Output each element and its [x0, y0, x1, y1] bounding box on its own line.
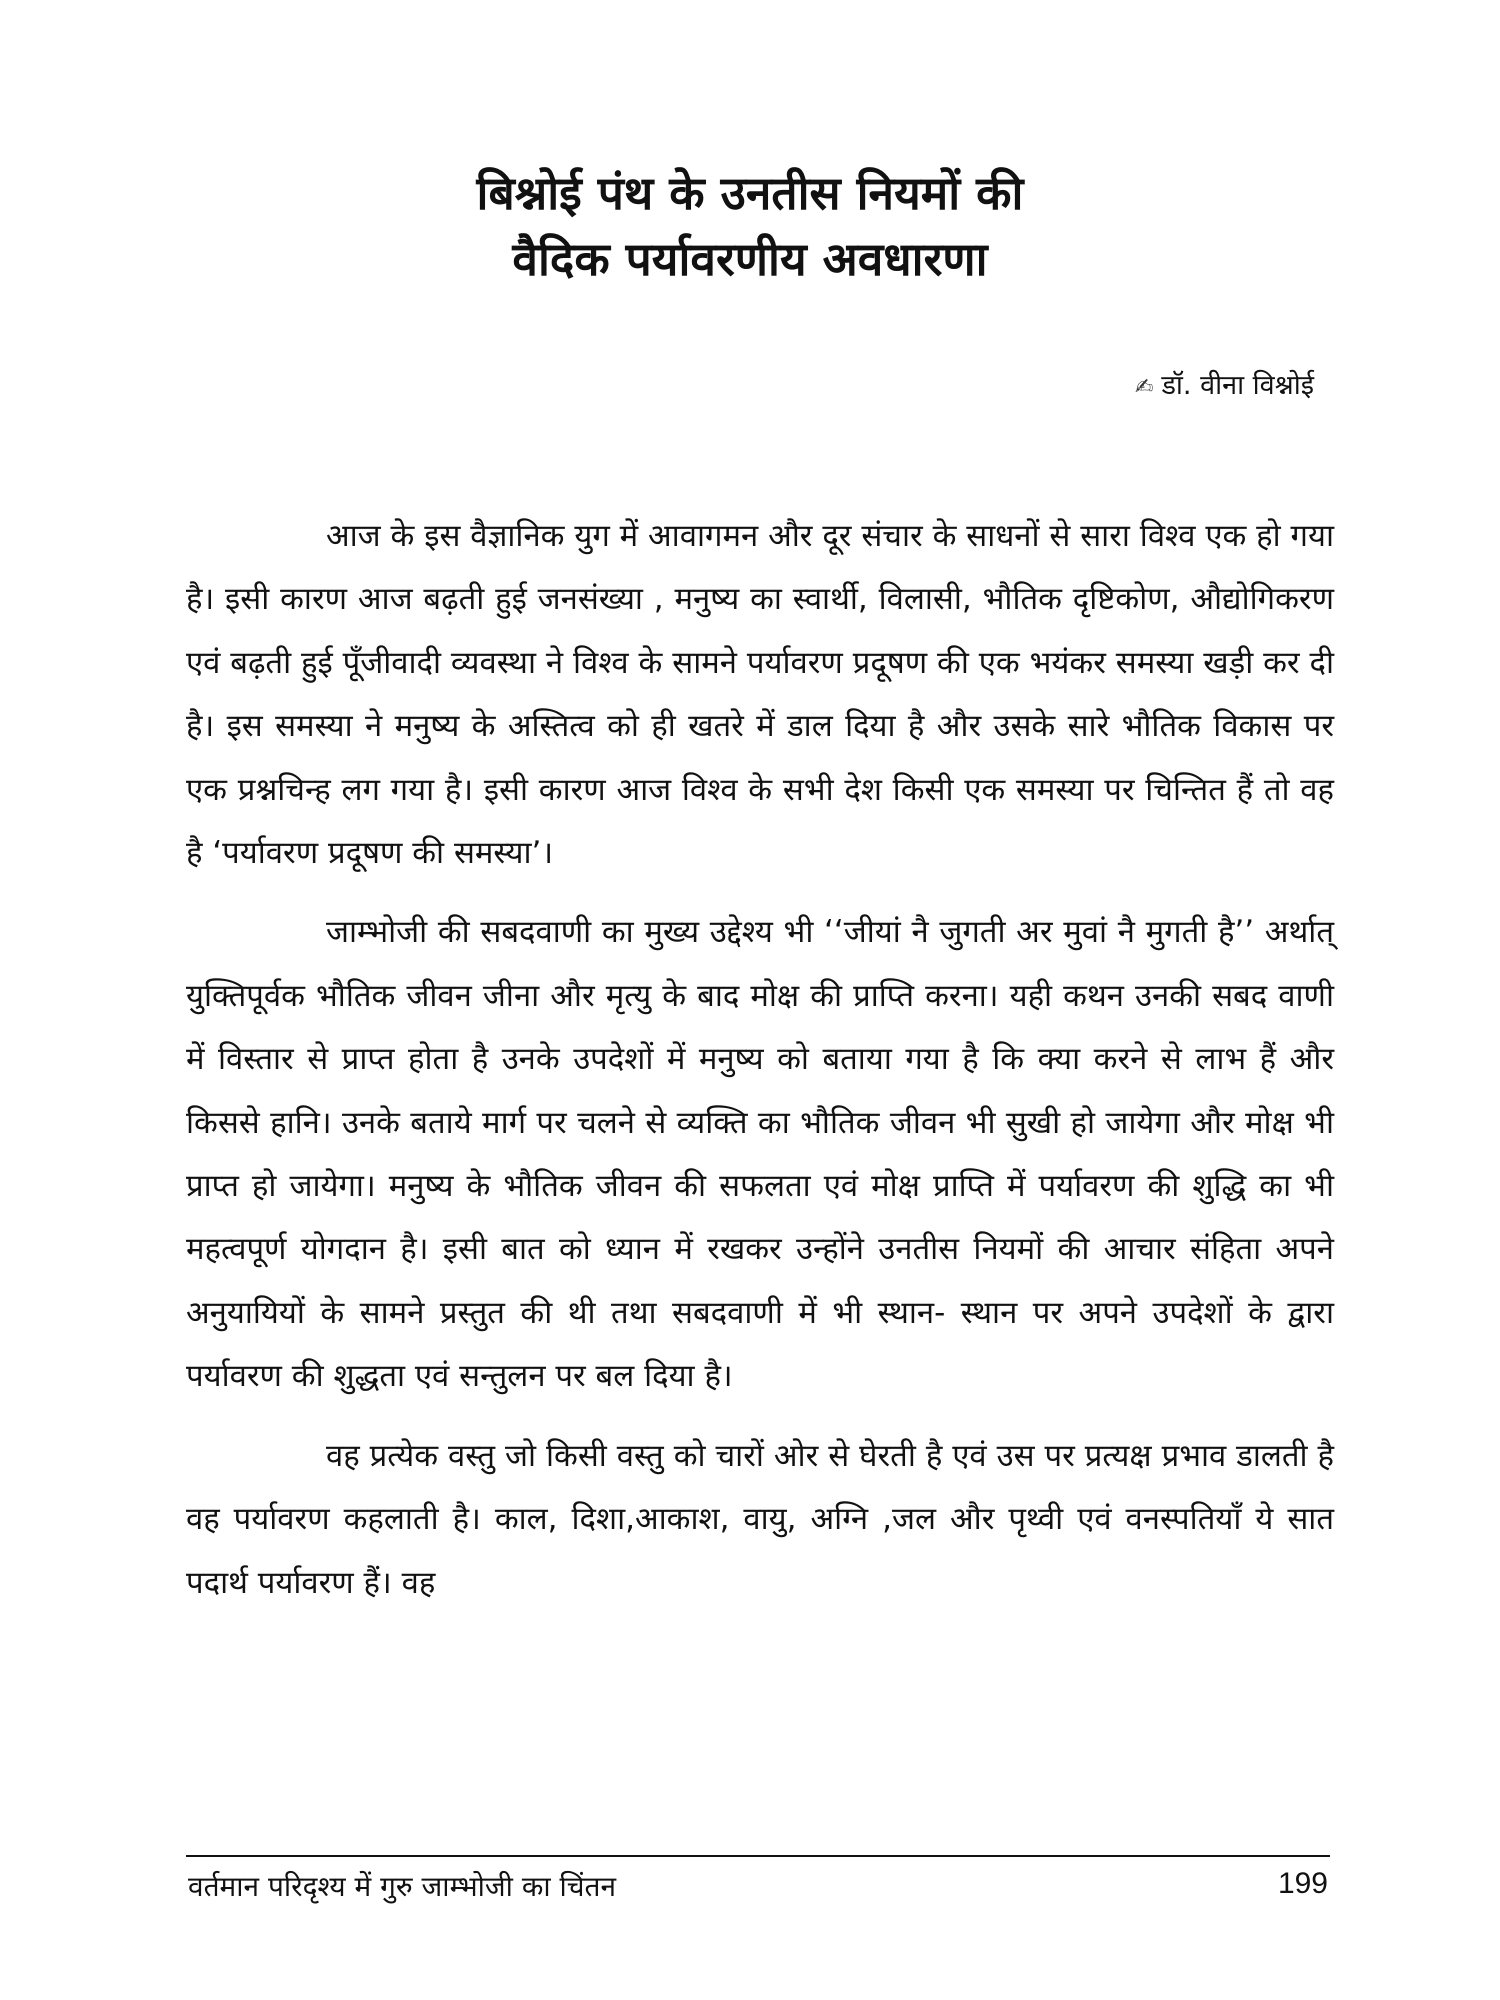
paragraph-2: जाम्भोजी की सबदवाणी का मुख्य उद्देश्य भी ‘‘जीयां नै जुगती अर मुवां नै मुगती है’’ अर्थात् युक्तिपूर्वक भौतिक जीवन जीना और मृत्यु के बाद मोक्ष की प्राप्ति करना। यही कथन उनकी सबद वाणी में विस्तार से प्राप्त होता है उनके उपदेशों में मनुष्य को बताया गया है कि क्या करने से लाभ हैं और किससे हानि। उनके बताये मार्ग पर चलने से व्यक्ति का भौतिक जीवन भी सुखी हो जायेगा और मोक्ष भी प्राप्त हो जायेगा। मनुष्य के भौतिक जीवन की सफलता एवं मोक्ष प्राप्ति में पर्यावरण की शुद्धि का भी महत्वपूर्ण योगदान है। इसी बात को ध्यान में रखकर उन्होंने उनतीस नियमों की आचार संहिता अपने अनुयायियों के सामने प्रस्तुत की थी तथा सबदवाणी में भी स्थान- स्थान पर अपने उपदेशों के द्वारा पर्यावरण की शुद्धता एवं सन्तुलन पर बल दिया है।: [186, 914, 1334, 1395]
title-line-2: वैदिक पर्यावरणीय अवधारणा: [512, 232, 988, 286]
title-line-1: बिश्नोई पंथ के उनतीस नियमों की: [476, 166, 1024, 220]
paragraph-3: वह प्रत्येक वस्तु जो किसी वस्तु को चारों ओर से घेरती है एवं उस पर प्रत्यक्ष प्रभाव डालती है वह पर्यावरण कहलाती है। काल, दिशा,आकाश, वायु, अग्नि ,जल और पृथ्वी एवं वनस्पतियाँ ये सात पदार्थ पर्यावरण हैं। वह: [186, 1437, 1334, 1601]
author-byline: [1135, 368, 1314, 406]
author-name: डॉ. वीना विश्नोई: [1161, 370, 1314, 401]
page-number: 199: [1277, 1867, 1328, 1900]
footer-divider: [186, 1855, 1330, 1857]
footer-book-title: वर्तमान परिदृश्य में गुरु जाम्भोजी का चिंतन: [188, 1870, 617, 1903]
article-body: [186, 505, 1334, 1631]
pen-nib-icon: ✍: [1135, 375, 1154, 400]
paragraph-1: आज के इस वैज्ञानिक युग में आवागमन और दूर संचार के साधनों से सारा विश्व एक हो गया है। इसी कारण आज बढ़ती हुई जनसंख्या , मनुष्य का स्वार्थी, विलासी, भौतिक दृष्टिकोण, औद्योगिकरण एवं बढ़ती हुई पूँजीवादी व्यवस्था ने विश्व के सामने पर्यावरण प्रदूषण की एक भयंकर समस्या खड़ी कर दी है। इस समस्या ने मनुष्य के अस्तित्व को ही खतरे में डाल दिया है और उसके सारे भौतिक विकास पर एक प्रश्नचिन्ह लग गया है। इसी कारण आज विश्व के सभी देश किसी एक समस्या पर चिन्तित हैं तो वह है ‘पर्यावरण प्रदूषण की समस्या’।: [186, 518, 1334, 872]
article-title: [190, 160, 1310, 292]
